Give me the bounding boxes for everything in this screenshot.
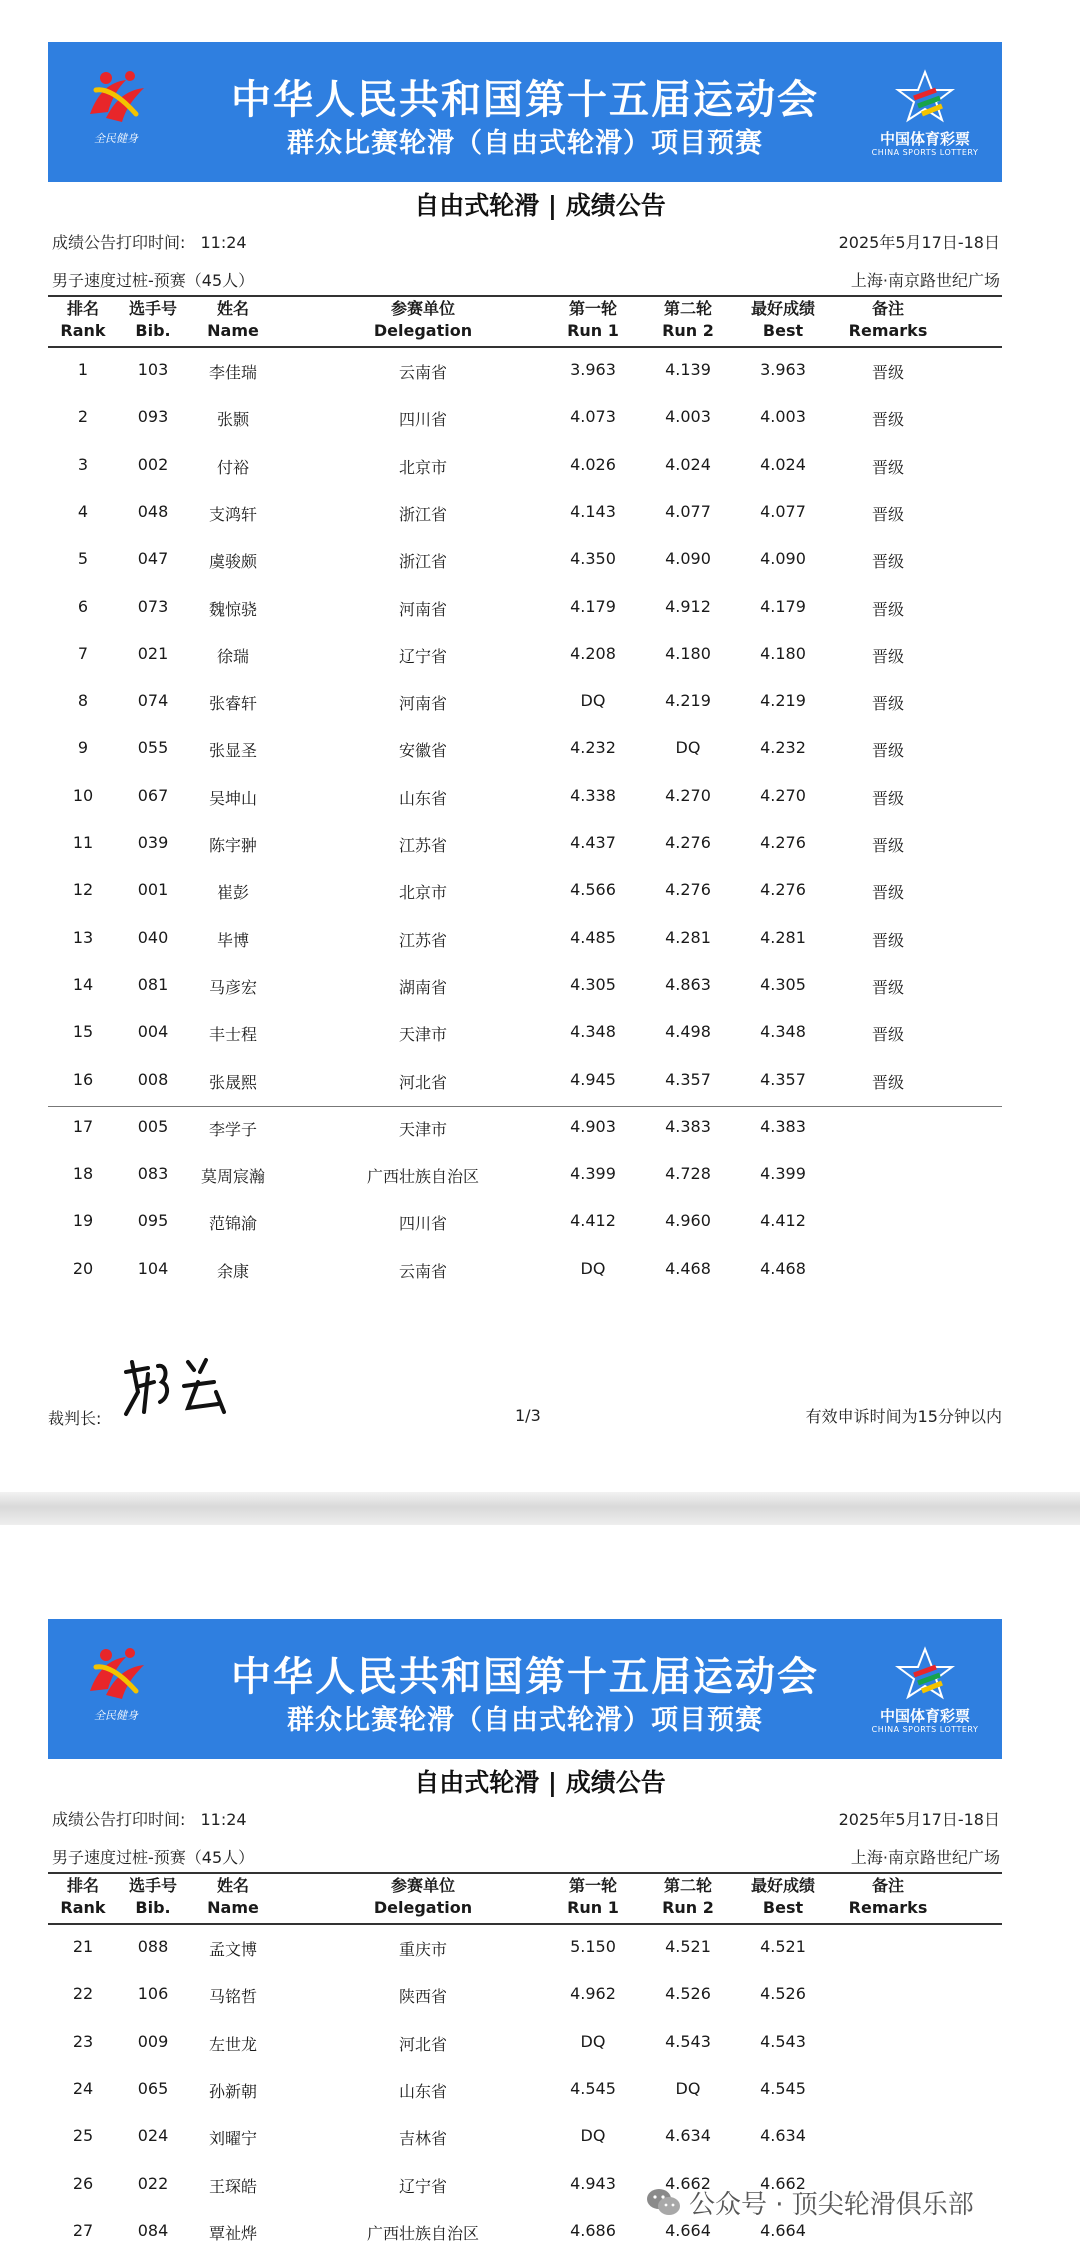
cell-bib: 095 — [137, 1211, 169, 1231]
cell-run2: 4.634 — [665, 2126, 711, 2146]
document-title: 自由式轮滑 | 成绩公告 — [414, 1768, 666, 1797]
cell-rank: 18 — [72, 1164, 94, 1184]
cell-delegation: 吉林省 — [398, 2129, 447, 2149]
cell-best: 4.180 — [760, 643, 806, 663]
col-delegation: 参赛单位 Delegation — [373, 299, 473, 340]
sports-lottery-logo — [866, 68, 984, 164]
cell-best: 4.634 — [760, 2126, 806, 2146]
cell-rank: 4 — [77, 501, 89, 521]
cell-run2: 4.498 — [665, 1022, 711, 1042]
cell-bib: 104 — [137, 1258, 169, 1278]
cell-bib: 022 — [137, 2173, 169, 2193]
cell-name: 吴坤山 — [208, 788, 257, 808]
sponsor-name-cn: 中国体育彩票 — [879, 130, 970, 148]
cell-rank: 21 — [72, 1937, 94, 1956]
cell-best: 4.662 — [760, 2173, 806, 2193]
cell-rank: 25 — [72, 2126, 94, 2146]
cell-bib: 039 — [137, 833, 169, 852]
cell-run2: DQ — [675, 2078, 701, 2098]
cell-delegation: 四川省 — [398, 1214, 447, 1234]
cell-best: 4.664 — [760, 2220, 806, 2240]
cell-best: 4.357 — [760, 1069, 806, 1089]
cell-best: 4.003 — [760, 407, 806, 427]
print-time — [52, 1807, 247, 1830]
referee-signature — [118, 1352, 248, 1422]
cell-name: 毕博 — [216, 930, 249, 950]
col-best: 最好成绩 Best — [750, 1876, 815, 1917]
cell-best: 4.090 — [760, 549, 806, 569]
cell-name: 崔彭 — [216, 883, 249, 903]
cell-delegation: 北京市 — [398, 457, 447, 477]
print-time-value: 11:24 — [200, 233, 247, 252]
cell-best: 4.521 — [760, 1937, 806, 1956]
cell-name: 范锦渝 — [208, 1214, 257, 1234]
cell-rank: 24 — [72, 2078, 94, 2098]
cell-run2: 4.728 — [665, 1164, 711, 1184]
cell-delegation: 河南省 — [398, 599, 447, 619]
cell-run1: 4.338 — [570, 785, 616, 805]
cell-run1: DQ — [580, 2031, 606, 2051]
cell-delegation: 天津市 — [398, 1119, 447, 1139]
cell-remarks: 晋级 — [871, 883, 904, 903]
print-time-label: 成绩公告打印时间: — [52, 1810, 186, 1829]
cell-best: 4.219 — [760, 691, 806, 711]
cell-bib: 021 — [137, 643, 169, 663]
cell-run2: 4.543 — [665, 2031, 711, 2051]
cell-bib: 055 — [137, 738, 169, 758]
table-row — [48, 1113, 1002, 1143]
cell-remarks: 晋级 — [871, 977, 904, 997]
cell-run2: 4.077 — [665, 501, 711, 521]
col-bib: 选手号 Bib. — [128, 1876, 177, 1917]
cell-bib: 067 — [137, 785, 169, 805]
cell-best: 4.412 — [760, 1211, 806, 1231]
print-time-value: 11:24 — [200, 1810, 247, 1829]
cell-delegation: 浙江省 — [398, 504, 447, 524]
cell-rank: 10 — [72, 785, 94, 805]
cell-bib: 009 — [137, 2031, 169, 2051]
header-rule-bottom — [48, 1923, 1002, 1925]
cell-run1: 4.232 — [570, 738, 616, 758]
cell-rank: 7 — [77, 643, 89, 663]
event-name: 男子速度过桩-预赛（45人） — [52, 1848, 255, 1867]
cell-delegation: 浙江省 — [398, 552, 447, 572]
logo-left-caption: 全民健身 — [94, 132, 138, 145]
cell-run2: 4.960 — [665, 1211, 711, 1231]
table-row — [48, 2075, 1002, 2105]
cell-bib: 001 — [137, 880, 169, 900]
table-row — [48, 2122, 1002, 2152]
table-row — [48, 1066, 1002, 1096]
cell-name: 虞骏颇 — [208, 552, 257, 572]
cell-delegation: 广西壮族自治区 — [366, 2223, 479, 2243]
cell-rank: 26 — [72, 2173, 94, 2193]
cell-run1: 4.962 — [570, 1984, 616, 2004]
cell-delegation: 辽宁省 — [398, 646, 447, 666]
cell-rank: 14 — [72, 974, 94, 994]
cell-remarks: 晋级 — [871, 930, 904, 950]
cell-run1: 4.350 — [570, 549, 616, 569]
cell-name: 张睿轩 — [208, 694, 257, 714]
table-row — [48, 356, 1002, 386]
cell-rank: 3 — [77, 454, 89, 474]
cell-run1: 5.150 — [570, 1937, 616, 1956]
cell-rank: 1 — [77, 360, 89, 379]
cell-run2: 4.090 — [665, 549, 711, 569]
cell-rank: 5 — [77, 549, 89, 569]
cell-run2: 4.276 — [665, 833, 711, 852]
cell-name: 莫周宸瀚 — [200, 1167, 265, 1187]
header-rule-top — [48, 1872, 1002, 1874]
cell-best: 4.276 — [760, 833, 806, 852]
cell-delegation: 河南省 — [398, 694, 447, 714]
cell-best: 4.232 — [760, 738, 806, 758]
cell-name: 孟文博 — [208, 1940, 257, 1959]
wechat-watermark — [645, 2180, 974, 2224]
results-page-2 — [0, 1525, 1080, 2255]
cell-bib: 008 — [137, 1069, 169, 1089]
cell-name: 覃祉烨 — [208, 2223, 257, 2243]
cell-run1: 4.485 — [570, 927, 616, 947]
referee-label: 裁判长: — [48, 1409, 102, 1428]
table-row — [48, 829, 1002, 859]
cell-run1: 4.399 — [570, 1164, 616, 1184]
cell-delegation: 河北省 — [398, 2034, 447, 2054]
sponsor-name-en: CHINA SPORTS LOTTERY — [871, 148, 979, 157]
competition-date: 2025年5月17日-18日 — [838, 233, 1000, 252]
cell-run1: 4.143 — [570, 501, 616, 521]
table-row — [48, 876, 1002, 906]
cell-name: 魏惊骁 — [208, 599, 257, 619]
cell-rank: 20 — [72, 1258, 94, 1278]
cell-run1: 4.208 — [570, 643, 616, 663]
cell-run1: 4.179 — [570, 596, 616, 616]
document-title: 自由式轮滑 | 成绩公告 — [414, 191, 666, 220]
cell-run2: 4.281 — [665, 927, 711, 947]
sponsor-name-en: CHINA SPORTS LOTTERY — [871, 1725, 979, 1734]
cell-remarks: 晋级 — [871, 1072, 904, 1092]
cell-name: 马铭哲 — [208, 1987, 257, 2007]
table-row — [48, 1933, 1002, 1963]
watermark-text: 公众号 · 顶尖轮滑俱乐部 — [689, 2189, 974, 2220]
cell-delegation: 四川省 — [398, 410, 447, 430]
sports-lottery-logo — [866, 1645, 984, 1741]
cell-bib: 004 — [137, 1022, 169, 1042]
cell-delegation: 安徽省 — [398, 741, 447, 761]
table-header — [48, 298, 1002, 344]
cell-delegation: 北京市 — [398, 883, 447, 903]
cell-rank: 15 — [72, 1022, 94, 1042]
print-time-label: 成绩公告打印时间: — [52, 233, 186, 252]
cell-best: 4.077 — [760, 501, 806, 521]
table-row — [48, 593, 1002, 623]
cell-bib: 047 — [137, 549, 169, 569]
banner-title: 中华人民共和国第十五届运动会 — [231, 1654, 819, 1700]
cell-bib: 005 — [137, 1116, 169, 1136]
logo-left-caption: 全民健身 — [94, 1709, 138, 1722]
event-name: 男子速度过桩-预赛（45人） — [52, 271, 255, 290]
cell-delegation: 山东省 — [398, 2081, 447, 2101]
cell-bib: 103 — [137, 360, 169, 379]
cell-bib: 074 — [137, 691, 169, 711]
table-row — [48, 687, 1002, 717]
cell-delegation: 天津市 — [398, 1025, 447, 1045]
cell-best: 4.281 — [760, 927, 806, 947]
cell-run2: 4.139 — [665, 360, 711, 379]
cell-bib: 073 — [137, 596, 169, 616]
table-row — [48, 1207, 1002, 1237]
cell-best: 4.024 — [760, 454, 806, 474]
cell-best: 4.468 — [760, 1258, 806, 1278]
banner-subtitle: 群众比赛轮滑（自由式轮滑）项目预赛 — [287, 128, 763, 159]
cell-bib: 002 — [137, 454, 169, 474]
cell-delegation: 陕西省 — [398, 1987, 447, 2007]
cell-name: 马彦宏 — [208, 977, 257, 997]
cell-delegation: 云南省 — [398, 1261, 447, 1281]
table-row — [48, 1255, 1002, 1285]
col-run1: 第一轮 Run 1 — [567, 299, 619, 340]
cell-delegation: 重庆市 — [398, 1940, 447, 1959]
cell-name: 支鸿轩 — [208, 504, 257, 524]
cell-name: 陈宇翀 — [208, 836, 257, 855]
cell-delegation: 江苏省 — [398, 930, 447, 950]
col-remarks: 备注 Remarks — [848, 1876, 928, 1917]
cell-name: 余康 — [216, 1261, 249, 1281]
cell-delegation: 山东省 — [398, 788, 447, 808]
cell-run2: DQ — [675, 738, 701, 758]
cell-best: 4.348 — [760, 1022, 806, 1042]
col-run2: 第二轮 Run 2 — [662, 1876, 714, 1917]
cell-bib: 083 — [137, 1164, 169, 1184]
cell-rank: 11 — [72, 833, 94, 852]
cell-remarks: 晋级 — [871, 504, 904, 524]
cell-best: 4.526 — [760, 1984, 806, 2004]
col-name: 姓名 Name — [207, 299, 259, 340]
cell-run1: DQ — [580, 1258, 606, 1278]
cell-best: 4.179 — [760, 596, 806, 616]
cell-bib: 081 — [137, 974, 169, 994]
col-bib: 选手号 Bib. — [128, 299, 177, 340]
cell-delegation: 湖南省 — [398, 977, 447, 997]
col-best: 最好成绩 Best — [750, 299, 815, 340]
cell-rank: 2 — [77, 407, 89, 427]
cell-delegation: 江苏省 — [398, 836, 447, 855]
cell-run1: 4.943 — [570, 2173, 616, 2193]
cell-name: 徐瑞 — [216, 646, 249, 666]
table-row — [48, 734, 1002, 764]
cell-run1: 4.073 — [570, 407, 616, 427]
wechat-icon — [645, 2187, 681, 2217]
cell-delegation: 云南省 — [398, 363, 447, 382]
cell-rank: 19 — [72, 1211, 94, 1231]
cell-run2: 4.664 — [665, 2220, 711, 2240]
cell-best: 4.543 — [760, 2031, 806, 2051]
cell-remarks: 晋级 — [871, 363, 904, 382]
col-run1: 第一轮 Run 1 — [567, 1876, 619, 1917]
cell-rank: 12 — [72, 880, 94, 900]
cell-run2: 4.276 — [665, 880, 711, 900]
col-rank: 排名 Rank — [60, 299, 106, 340]
table-row — [48, 545, 1002, 575]
page-number: 1/3 — [515, 1406, 541, 1425]
table-row — [48, 971, 1002, 1001]
cell-run1: 4.545 — [570, 2078, 616, 2098]
col-remarks: 备注 Remarks — [848, 299, 928, 340]
cell-bib: 065 — [137, 2078, 169, 2098]
games-banner — [48, 1619, 1002, 1759]
cell-run1: 4.566 — [570, 880, 616, 900]
cell-run1: 4.026 — [570, 454, 616, 474]
page-separator — [0, 1492, 1080, 1525]
cell-run2: 4.383 — [665, 1116, 711, 1136]
sponsor-name-cn: 中国体育彩票 — [879, 1707, 970, 1725]
table-row — [48, 782, 1002, 812]
cell-run2: 4.270 — [665, 785, 711, 805]
cell-run1: 4.305 — [570, 974, 616, 994]
header-rule-bottom — [48, 346, 1002, 348]
col-rank: 排名 Rank — [60, 1876, 106, 1917]
cell-rank: 27 — [72, 2220, 94, 2240]
table-row — [48, 403, 1002, 433]
cell-rank: 9 — [77, 738, 89, 758]
cell-bib: 106 — [137, 1984, 169, 2004]
cell-best: 4.399 — [760, 1164, 806, 1184]
cell-rank: 17 — [72, 1116, 94, 1136]
print-time — [52, 230, 247, 253]
cell-best: 4.305 — [760, 974, 806, 994]
cell-name: 付裕 — [216, 457, 249, 477]
cell-delegation: 辽宁省 — [398, 2176, 447, 2196]
cell-rank: 8 — [77, 691, 89, 711]
banner-title: 中华人民共和国第十五届运动会 — [231, 77, 819, 123]
venue: 上海·南京路世纪广场 — [850, 271, 1000, 290]
table-row — [48, 1980, 1002, 2010]
competition-date: 2025年5月17日-18日 — [838, 1810, 1000, 1829]
cell-run1: 4.437 — [570, 833, 616, 852]
venue: 上海·南京路世纪广场 — [850, 1848, 1000, 1867]
cell-run1: DQ — [580, 691, 606, 711]
cell-remarks: 晋级 — [871, 741, 904, 761]
games-banner — [48, 42, 1002, 182]
cell-run2: 4.468 — [665, 1258, 711, 1278]
table-row — [48, 924, 1002, 954]
appeal-notice: 有效申诉时间为15分钟以内 — [805, 1407, 1002, 1426]
cell-name: 张显圣 — [208, 741, 257, 761]
table-row — [48, 451, 1002, 481]
cell-run1: 4.348 — [570, 1022, 616, 1042]
cell-best: 4.270 — [760, 785, 806, 805]
cell-bib: 093 — [137, 407, 169, 427]
cell-remarks: 晋级 — [871, 457, 904, 477]
col-name: 姓名 Name — [207, 1876, 259, 1917]
cell-bib: 048 — [137, 501, 169, 521]
cell-run2: 4.180 — [665, 643, 711, 663]
cell-rank: 23 — [72, 2031, 94, 2051]
cell-name: 李佳瑞 — [208, 363, 257, 382]
cell-name: 李学子 — [208, 1119, 257, 1139]
lottery-star-icon — [866, 1645, 984, 1703]
cell-run2: 4.912 — [665, 596, 711, 616]
cell-bib: 040 — [137, 927, 169, 947]
cell-rank: 16 — [72, 1069, 94, 1089]
cell-remarks: 晋级 — [871, 694, 904, 714]
cell-best: 4.545 — [760, 2078, 806, 2098]
header-rule-top — [48, 295, 1002, 297]
cell-bib: 088 — [137, 1937, 169, 1956]
cell-run1: DQ — [580, 2126, 606, 2146]
cell-run2: 4.521 — [665, 1937, 711, 1956]
cell-remarks: 晋级 — [871, 599, 904, 619]
cell-best: 4.276 — [760, 880, 806, 900]
cell-bib: 024 — [137, 2126, 169, 2146]
cell-run1: 4.945 — [570, 1069, 616, 1089]
cell-run2: 4.219 — [665, 691, 711, 711]
cell-run2: 4.003 — [665, 407, 711, 427]
cell-remarks: 晋级 — [871, 410, 904, 430]
cell-rank: 22 — [72, 1984, 94, 2004]
cell-bib: 084 — [137, 2220, 169, 2240]
cell-run1: 3.963 — [570, 360, 616, 379]
cell-delegation: 河北省 — [398, 1072, 447, 1092]
table-row — [48, 1018, 1002, 1048]
cell-remarks: 晋级 — [871, 552, 904, 572]
cell-run2: 4.863 — [665, 974, 711, 994]
lottery-star-icon — [866, 68, 984, 126]
cell-run1: 4.412 — [570, 1211, 616, 1231]
cell-name: 王琛皓 — [208, 2176, 257, 2196]
cell-name: 张晟熙 — [208, 1072, 257, 1092]
cell-run2: 4.357 — [665, 1069, 711, 1089]
cell-remarks: 晋级 — [871, 836, 904, 855]
cell-run1: 4.686 — [570, 2220, 616, 2240]
cell-remarks: 晋级 — [871, 1025, 904, 1045]
cell-name: 张颢 — [216, 410, 249, 430]
table-header — [48, 1875, 1002, 1921]
cell-rank: 6 — [77, 596, 89, 616]
cell-remarks: 晋级 — [871, 788, 904, 808]
table-row — [48, 1160, 1002, 1190]
col-delegation: 参赛单位 Delegation — [373, 1876, 473, 1917]
cell-delegation: 广西壮族自治区 — [366, 1167, 479, 1187]
cell-name: 孙新朝 — [208, 2081, 257, 2101]
banner-subtitle: 群众比赛轮滑（自由式轮滑）项目预赛 — [287, 1705, 763, 1736]
table-row — [48, 2028, 1002, 2058]
cell-name: 丰士程 — [208, 1025, 257, 1045]
table-row — [48, 498, 1002, 528]
col-run2: 第二轮 Run 2 — [662, 299, 714, 340]
cell-remarks: 晋级 — [871, 646, 904, 666]
table-row — [48, 640, 1002, 670]
cell-rank: 13 — [72, 927, 94, 947]
cell-best: 4.383 — [760, 1116, 806, 1136]
cell-run2: 4.526 — [665, 1984, 711, 2004]
cell-run2: 4.662 — [665, 2173, 711, 2193]
qualification-cutoff-line — [48, 1106, 1002, 1107]
cell-name: 刘曜宁 — [208, 2129, 257, 2149]
cell-name: 左世龙 — [208, 2034, 257, 2054]
cell-run1: 4.903 — [570, 1116, 616, 1136]
cell-best: 3.963 — [760, 360, 806, 379]
cell-run2: 4.024 — [665, 454, 711, 474]
